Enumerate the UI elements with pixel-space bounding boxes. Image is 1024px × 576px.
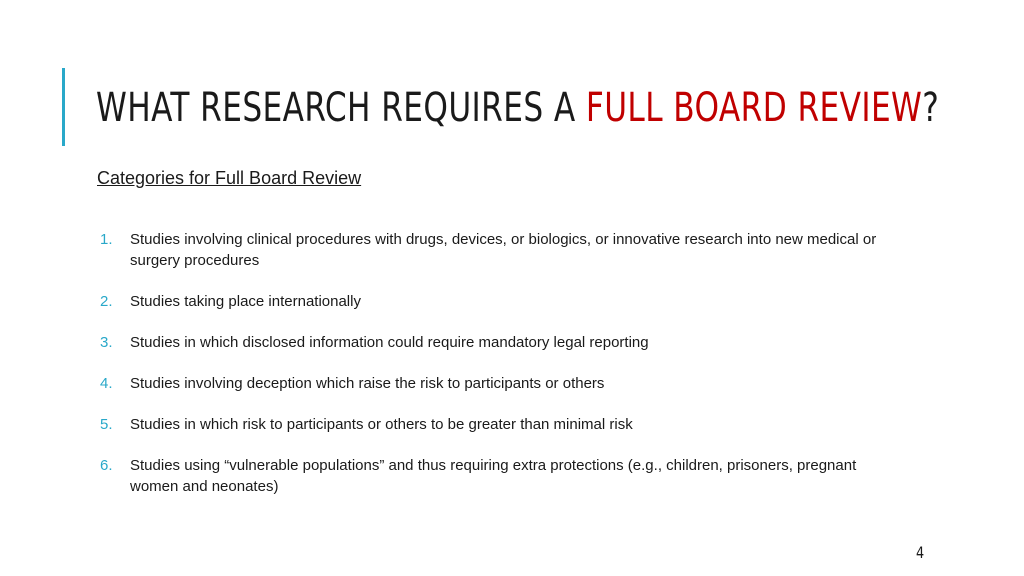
slide-subtitle: Categories for Full Board Review	[97, 168, 362, 188]
list-item-text: Studies using “vulnerable populations” and thus requiring extra protections (e.g., children, prisoners, pregnant women and neonates)	[130, 457, 857, 495]
list-item-text: Studies in which risk to participants or others to be greater than minimal risk	[130, 416, 633, 433]
list-item	[100, 229, 900, 271]
slide-title	[96, 82, 939, 134]
page-number: 4	[916, 543, 925, 562]
category-list	[100, 229, 900, 517]
list-item-number: 1.	[100, 231, 113, 248]
list-item-text: Studies involving clinical procedures with drugs, devices, or biologics, or innovative research into new medical or surgery procedures	[130, 231, 877, 269]
list-item-number: 4.	[100, 375, 113, 392]
list-item-text: Studies in which disclosed information could require mandatory legal reporting	[130, 334, 649, 351]
list-item-number: 2.	[100, 293, 113, 310]
title-highlight-text: FULL BOARD REVIEW	[585, 85, 923, 131]
list-item	[100, 291, 900, 312]
list-item-number: 3.	[100, 334, 113, 351]
list-item	[100, 414, 900, 435]
list-item	[100, 373, 900, 394]
list-item-number: 5.	[100, 416, 113, 433]
list-item-text: Studies involving deception which raise the risk to participants or others	[130, 375, 605, 392]
title-text-part2: ?	[922, 85, 940, 131]
list-item-text: Studies taking place internationally	[130, 293, 361, 310]
title-accent-bar	[62, 68, 65, 146]
list-item	[100, 455, 900, 497]
title-text-part1: WHAT RESEARCH REQUIRES A	[96, 85, 586, 131]
list-item	[100, 332, 900, 353]
list-item-number: 6.	[100, 457, 113, 474]
